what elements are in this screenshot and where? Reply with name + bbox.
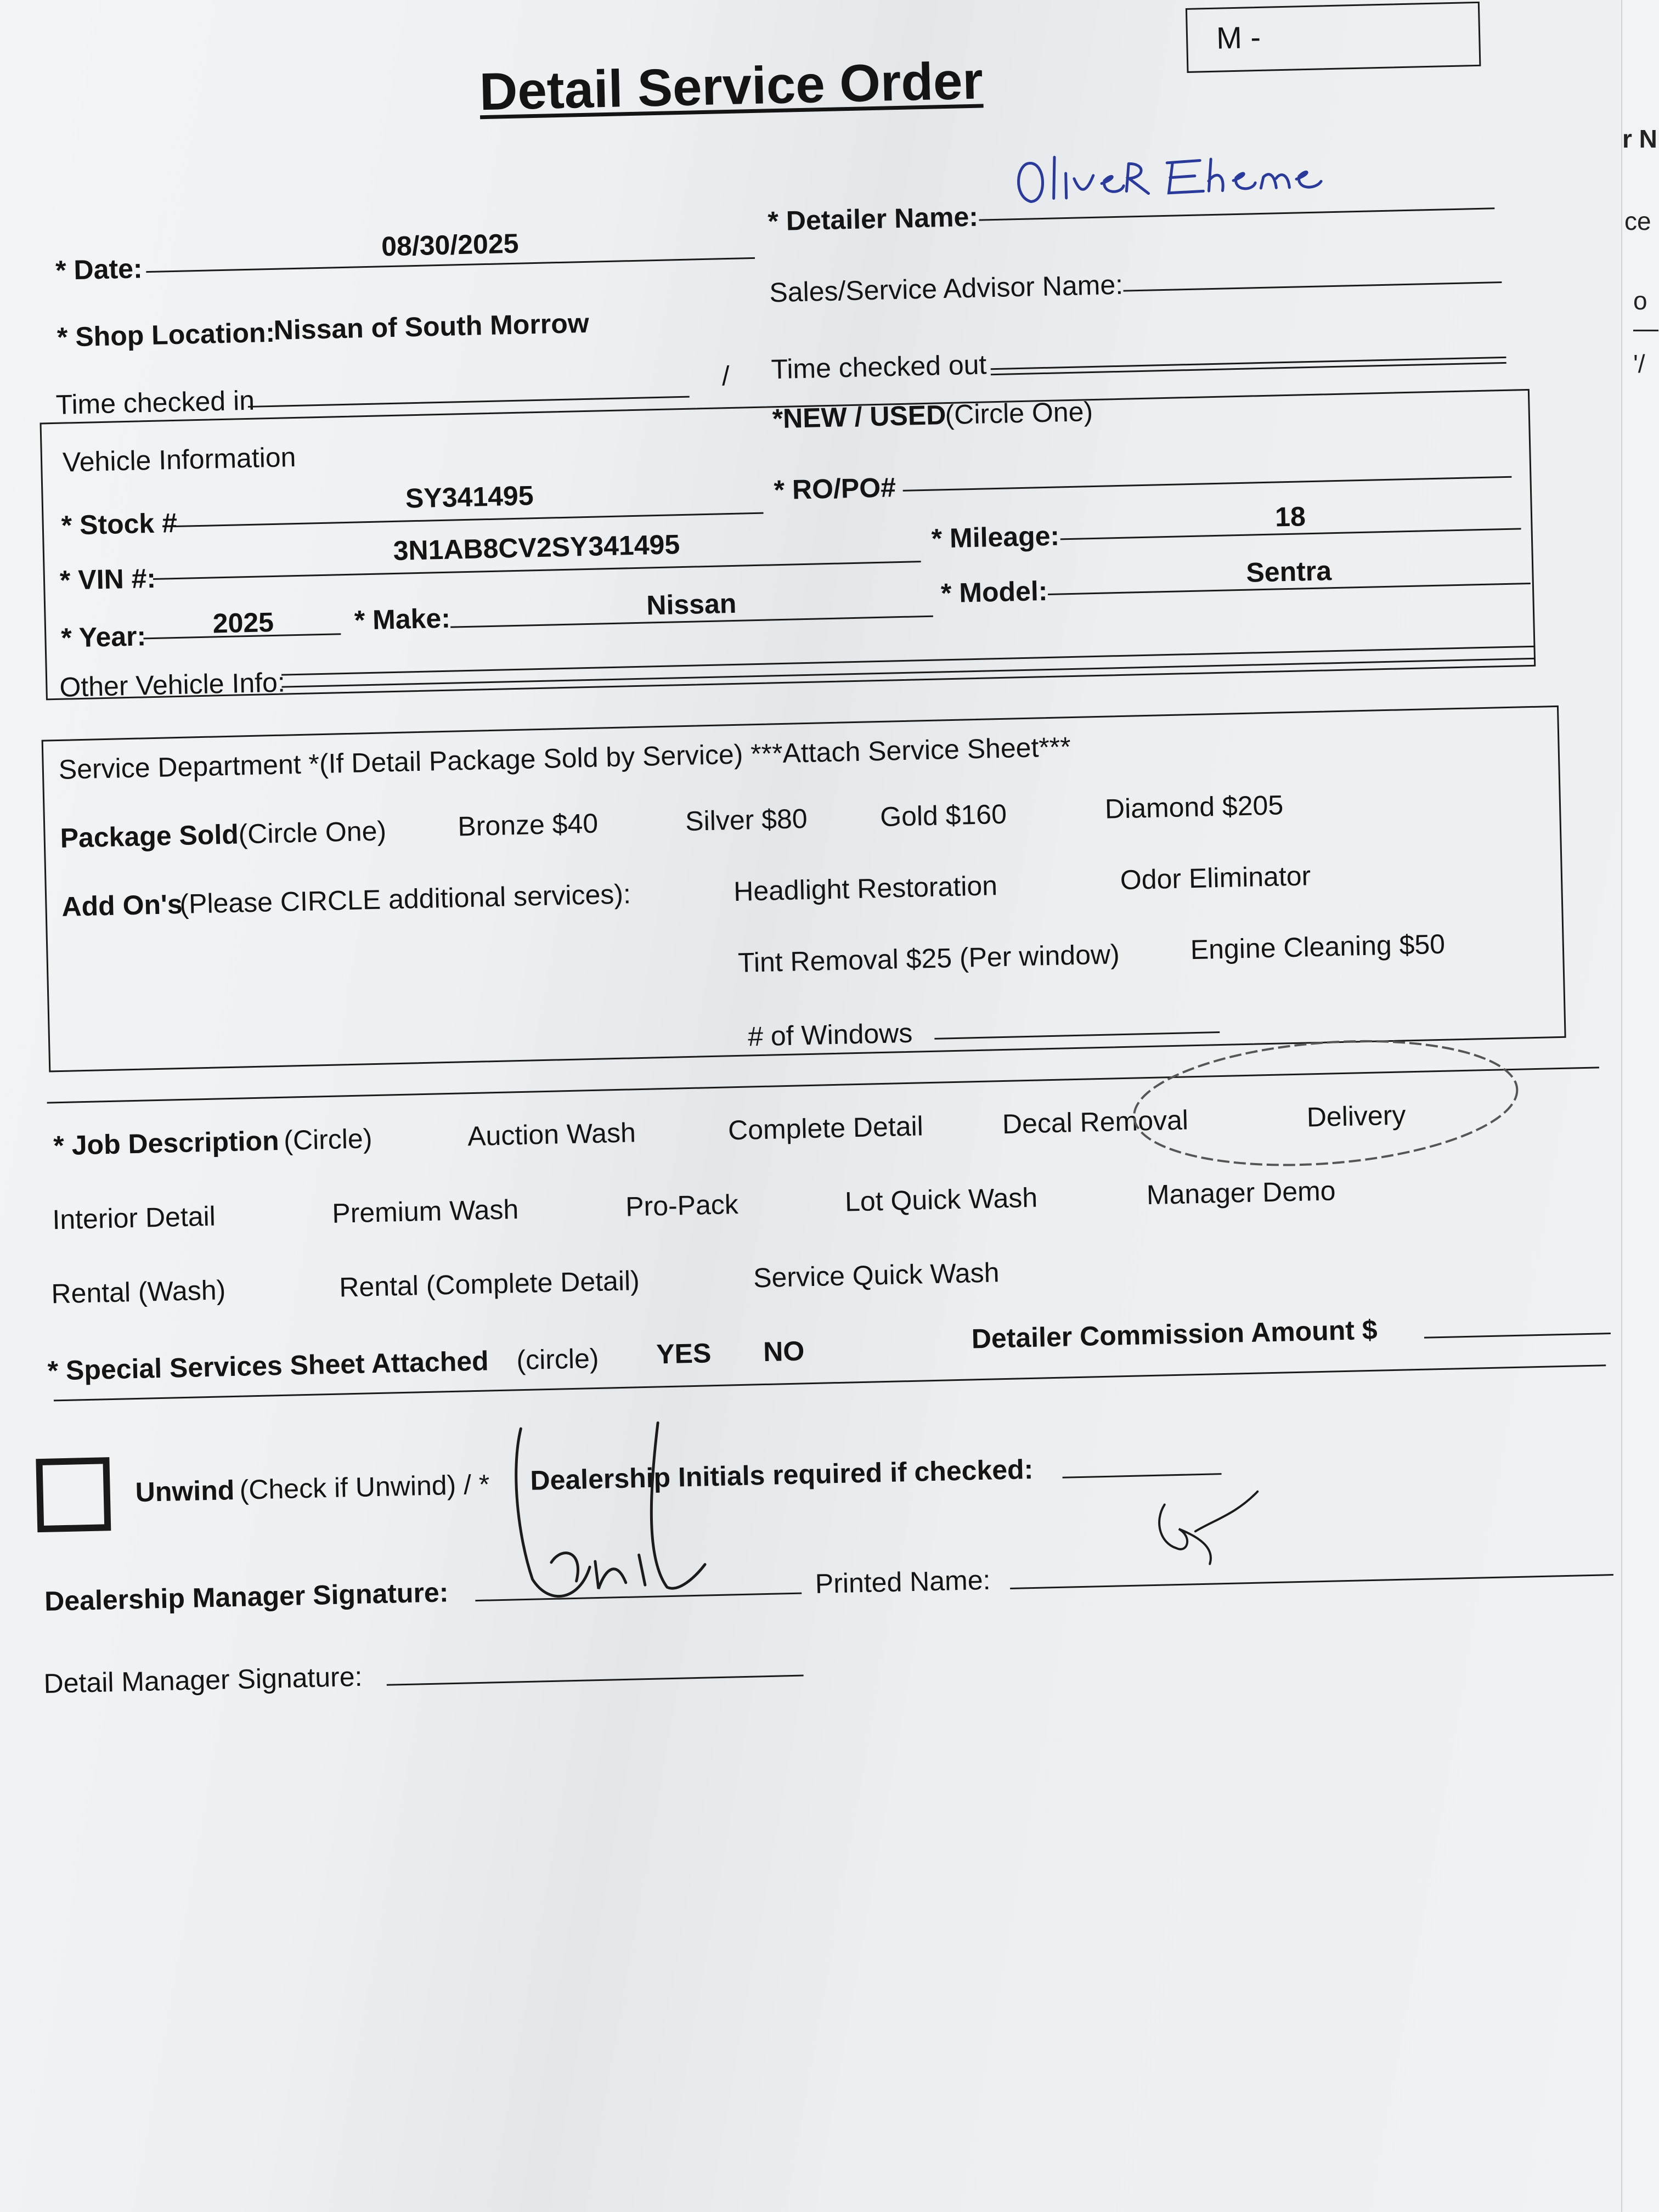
- package-silver[interactable]: Silver $80: [685, 803, 808, 837]
- unwind-label: Unwind: [135, 1475, 235, 1508]
- job-interior-detail[interactable]: Interior Detail: [52, 1200, 216, 1235]
- shop-label: * Shop Location:: [57, 317, 275, 353]
- unwind-hint: (Check if Unwind) / *: [239, 1469, 490, 1505]
- job-rental-complete[interactable]: Rental (Complete Detail): [338, 1265, 640, 1303]
- model-value: Sentra: [1245, 555, 1332, 588]
- adjacent-text-5: '/: [1633, 349, 1645, 378]
- year-label: * Year:: [60, 620, 146, 653]
- stock-label: * Stock #: [61, 507, 178, 541]
- detailer-name-handwriting: [1018, 151, 1322, 201]
- adjacent-text-3: o: [1633, 286, 1647, 315]
- make-value: Nissan: [646, 588, 737, 621]
- ropo-label: * RO/PO#: [773, 472, 896, 506]
- addon-odor[interactable]: Odor Eliminator: [1120, 860, 1311, 896]
- special-services-hint: (circle): [516, 1342, 600, 1376]
- addon-engine[interactable]: Engine Cleaning $50: [1190, 928, 1446, 966]
- job-service-quick-wash[interactable]: Service Quick Wash: [753, 1257, 1000, 1294]
- special-services-label: * Special Services Sheet Attached: [47, 1345, 489, 1386]
- job-decal-removal[interactable]: Decal Removal: [1002, 1104, 1189, 1140]
- delivery-circle: [1130, 1029, 1522, 1178]
- vin-label: * VIN #:: [59, 562, 156, 596]
- dealer-signature-label: Dealership Manager Signature:: [44, 1577, 449, 1617]
- other-info-label: Other Vehicle Info:: [59, 667, 286, 703]
- time-slash: /: [721, 360, 730, 392]
- new-used-hint: (Circle One): [944, 396, 1093, 431]
- mileage-value: 18: [1274, 501, 1306, 533]
- stock-value: SY341495: [405, 480, 534, 514]
- form-title: Detail Service Order: [478, 51, 984, 122]
- job-pro-pack[interactable]: Pro-Pack: [625, 1189, 739, 1222]
- addons-hint: (Please CIRCLE additional services):: [179, 878, 631, 919]
- model-label: * Model:: [940, 575, 1048, 609]
- new-used-label: *NEW / USED: [772, 399, 946, 435]
- job-rental-wash[interactable]: Rental (Wash): [50, 1274, 226, 1310]
- package-hint: (Circle One): [238, 815, 387, 850]
- printed-name-initials-ink: [1159, 1492, 1259, 1565]
- commission-label: Detailer Commission Amount $: [971, 1314, 1378, 1355]
- order-number-label: M -: [1216, 19, 1261, 55]
- adjacent-text-4: —: [1633, 314, 1658, 342]
- adjacent-page-edge: [1621, 0, 1659, 2212]
- make-label: * Make:: [354, 602, 451, 636]
- advisor-label: Sales/Service Advisor Name:: [769, 269, 1124, 308]
- package-label: Package Sold: [60, 819, 239, 854]
- special-yes[interactable]: YES: [656, 1338, 712, 1370]
- service-header: Service Department *(If Detail Package Sold by Service) ***Attach Service Sheet***: [58, 731, 1071, 785]
- detail-signature-label: Detail Manager Signature:: [43, 1661, 363, 1699]
- date-label: * Date:: [55, 253, 143, 286]
- printed-name-label: Printed Name:: [815, 1564, 991, 1600]
- job-delivery[interactable]: Delivery: [1306, 1099, 1406, 1133]
- addon-headlight[interactable]: Headlight Restoration: [733, 870, 998, 907]
- time-out-label: Time checked out: [771, 349, 987, 385]
- job-label: * Job Description: [53, 1125, 280, 1161]
- job-hint: (Circle): [283, 1123, 373, 1156]
- job-premium-wash[interactable]: Premium Wash: [331, 1194, 519, 1229]
- job-lot-quick-wash[interactable]: Lot Quick Wash: [844, 1182, 1038, 1217]
- dealer-signature-ink: [515, 1422, 706, 1598]
- addons-label: Add On's: [61, 888, 183, 922]
- initials-label: Dealership Initials required if checked:: [529, 1453, 1034, 1496]
- detailer-label: * Detailer Name:: [767, 201, 979, 237]
- vin-value: 3N1AB8CV2SY341495: [393, 529, 680, 566]
- shop-value: Nissan of South Morrow: [273, 307, 590, 346]
- date-value: 08/30/2025: [381, 228, 520, 262]
- special-no[interactable]: NO: [763, 1335, 805, 1368]
- job-complete-detail[interactable]: Complete Detail: [727, 1110, 924, 1146]
- adjacent-text-1: r N: [1622, 125, 1657, 153]
- addon-tint[interactable]: Tint Removal $25 (Per window): [737, 939, 1120, 978]
- package-bronze[interactable]: Bronze $40: [457, 808, 599, 842]
- adjacent-text-2: ce: [1624, 207, 1651, 235]
- mileage-label: * Mileage:: [931, 520, 1060, 554]
- vehicle-section-label: Vehicle Information: [62, 441, 296, 478]
- year-value: 2025: [212, 606, 274, 639]
- job-auction-wash[interactable]: Auction Wash: [467, 1117, 636, 1152]
- time-in-label: Time checked in: [55, 385, 255, 420]
- job-manager-demo[interactable]: Manager Demo: [1146, 1175, 1336, 1211]
- package-diamond[interactable]: Diamond $205: [1104, 789, 1284, 825]
- package-gold[interactable]: Gold $160: [879, 798, 1007, 832]
- windows-label: # of Windows: [747, 1017, 913, 1052]
